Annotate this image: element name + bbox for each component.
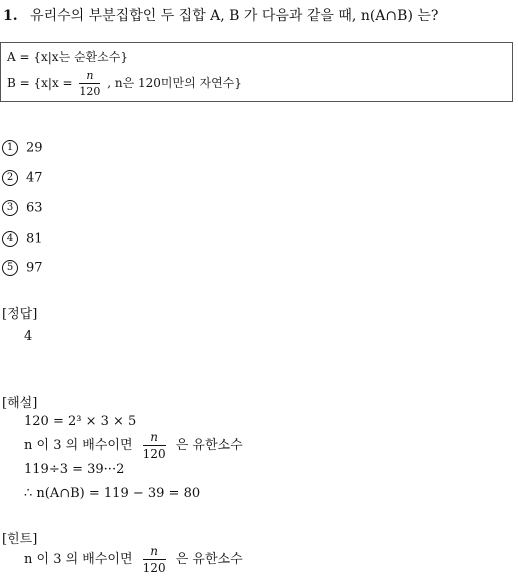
explanation-line-1: 120 = 2³ × 3 × 5 <box>24 414 137 429</box>
explanation-fraction-numerator: n <box>143 431 166 446</box>
choice-mark: 4 <box>2 231 18 247</box>
explanation-fraction <box>143 431 166 460</box>
choice-item[interactable] <box>2 140 43 156</box>
hint-fraction-numerator: n <box>143 545 166 560</box>
set-b-definition <box>7 70 242 97</box>
explanation-label: [해설] <box>2 396 38 411</box>
choice-item[interactable] <box>2 260 43 276</box>
choice-mark: 1 <box>2 140 18 156</box>
answer-value: 4 <box>24 329 33 344</box>
set-b-suffix: , n은 120미만의 자연수} <box>107 76 242 90</box>
hint-label: [힌트] <box>2 532 38 547</box>
hint-line <box>24 545 243 574</box>
choice-item[interactable] <box>2 200 43 216</box>
question-number: 1. <box>3 8 18 24</box>
choice-mark: 3 <box>2 200 18 216</box>
explanation-line-2 <box>24 431 243 460</box>
hint-fraction-denominator: 120 <box>142 561 166 575</box>
set-b-fraction-denominator: 120 <box>79 85 101 98</box>
choice-item[interactable] <box>2 231 43 247</box>
choice-mark: 5 <box>2 260 18 276</box>
explanation-line-2-suffix: 은 유한소수 <box>175 438 243 453</box>
explanation-line-4: ∴ n(A∩B) = 119 − 39 = 80 <box>24 486 201 501</box>
hint-prefix: n 이 3 의 배수이면 <box>24 552 133 567</box>
hint-suffix: 은 유한소수 <box>175 552 243 567</box>
choice-value: 29 <box>26 140 43 156</box>
answer-label: [정답] <box>2 307 38 322</box>
choice-value: 63 <box>26 200 43 216</box>
choice-value: 97 <box>26 260 43 276</box>
set-a-definition: A = {x|x는 순환소수} <box>7 50 128 64</box>
explanation-line-3: 119÷3 = 39···2 <box>24 462 125 477</box>
choice-value: 47 <box>26 170 43 186</box>
set-b-prefix: B = {x|x = <box>7 76 77 90</box>
choice-mark: 2 <box>2 170 18 186</box>
question-text: 유리수의 부분집합인 두 집합 A, B 가 다음과 같을 때, n(A∩B) 는? <box>30 8 439 24</box>
set-b-fraction-numerator: n <box>79 70 100 84</box>
explanation-fraction-denominator: 120 <box>142 447 166 461</box>
set-b-fraction <box>79 70 100 97</box>
choice-item[interactable] <box>2 170 43 186</box>
question-line <box>3 5 438 25</box>
explanation-line-2-prefix: n 이 3 의 배수이면 <box>24 438 133 453</box>
hint-fraction <box>143 545 166 574</box>
set-definition-box <box>0 42 513 102</box>
choice-value: 81 <box>26 231 43 247</box>
